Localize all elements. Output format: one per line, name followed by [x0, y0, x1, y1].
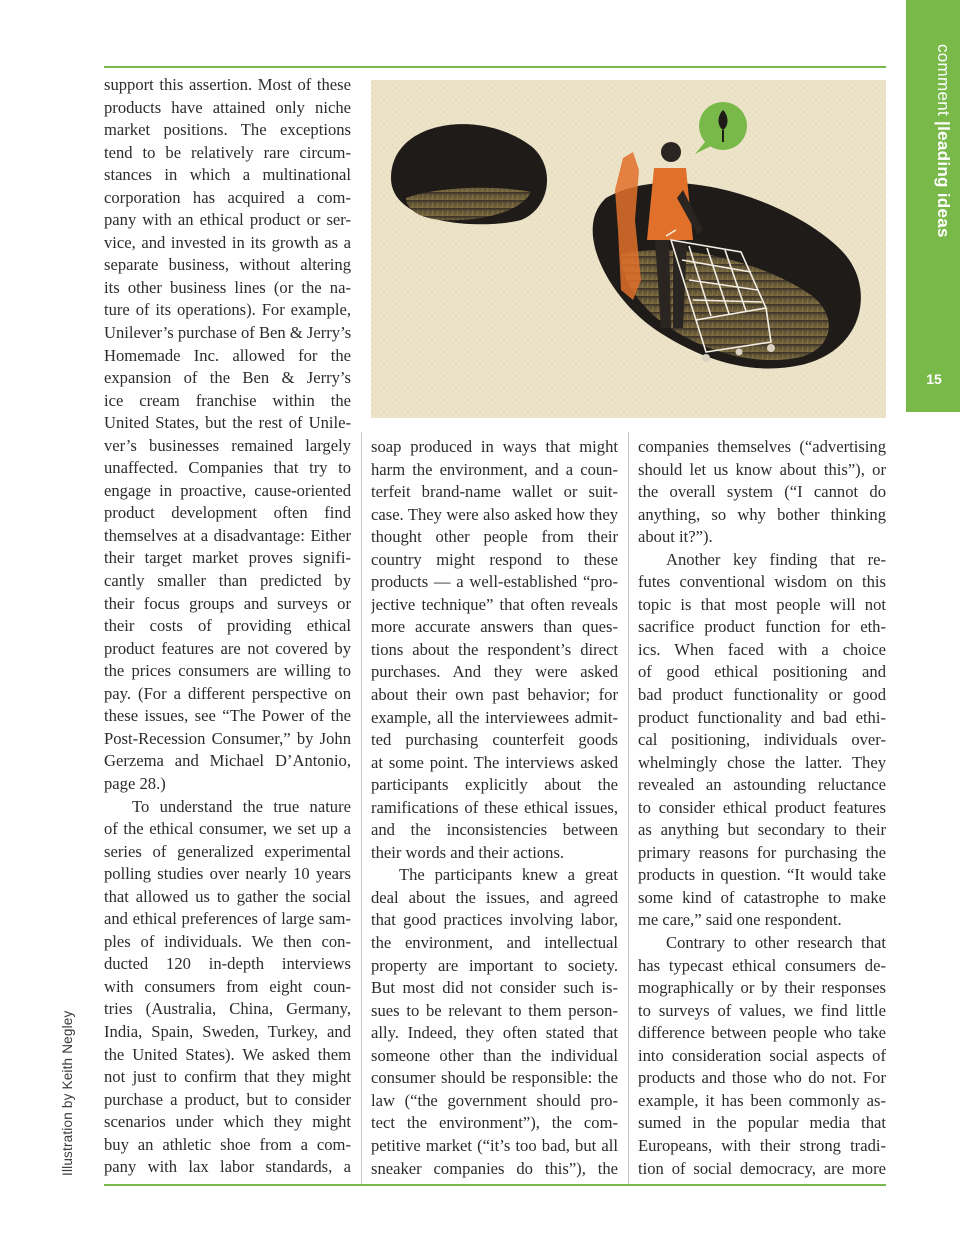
section-name: comment [934, 44, 953, 117]
text-line: pany with an ethical product or ser- [104, 210, 351, 230]
text-line: The participants knew a great [399, 865, 618, 885]
text-line: has typecast ethical consumers de- [638, 955, 886, 975]
text-line: cantly smaller than predicted by [104, 571, 351, 591]
text-line: purchase a product, but to consider [104, 1089, 351, 1109]
text-line: me care,” said one respondent. [638, 910, 842, 930]
text-line: soap produced in ways that might [371, 437, 618, 456]
text-line: unaffected. Companies that try to [104, 458, 351, 478]
text-line: tions about the respondent’s direct [371, 639, 618, 659]
paragraph [638, 436, 886, 549]
text-line: product development often find [104, 503, 351, 523]
text-line: with consumers from eight coun- [104, 976, 351, 996]
text-line: Homemade Inc. allowed for the [104, 345, 351, 365]
text-line: themselves at a disadvantage: Either [104, 525, 351, 545]
text-column-3 [638, 436, 886, 1180]
text-line: purchases. And they were asked [371, 662, 618, 682]
text-line: page 28.) [104, 773, 166, 793]
text-line: terfeit brand-name wallet or suit- [371, 482, 618, 502]
text-line: their focus groups and surveys or [104, 593, 351, 613]
text-line: of good ethical positioning and [638, 662, 886, 682]
text-line: product functionality and bad ethi- [638, 707, 886, 727]
text-line: country might respond to these [371, 549, 618, 569]
text-line: market positions. The exceptions [104, 120, 351, 140]
text-line: Post-Recession Consumer,” by John [104, 728, 351, 748]
text-line: scenarios under which they might [104, 1112, 351, 1132]
text-line: the environment, and intellectual [371, 933, 618, 953]
paragraph [638, 932, 886, 1180]
text-line: ducted 120 in-depth interviews [104, 954, 351, 974]
text-line: to surveys of values, we find little [638, 1000, 886, 1020]
text-line: of the ethical consumer, we set up a [104, 819, 351, 839]
text-line: topic is that most people will not [638, 594, 886, 614]
text-line: their target market proves signifi- [104, 548, 351, 568]
text-line: thought other people from their [371, 527, 618, 547]
text-line: into consideration social aspects of [638, 1045, 886, 1065]
text-line: as anything but secondary to their [638, 820, 886, 840]
footprint-shopper-cart-illustration [371, 80, 886, 418]
text-line: someone other than the individual [371, 1045, 618, 1065]
text-line: about it?”). [638, 527, 713, 547]
text-line: pay. (For a different perspective on [104, 683, 351, 703]
text-line: the overall system (“I cannot do [638, 482, 886, 502]
text-line: India, Spain, Sweden, Turkey, and [104, 1021, 351, 1041]
page-number: 15 [926, 371, 942, 387]
text-line: Europeans, with their strong tradi- [638, 1135, 886, 1155]
text-line: Gerzema and Michael D’Antonio, [104, 751, 351, 771]
top-rule [104, 66, 886, 68]
text-line: corporation has acquired a com- [104, 187, 351, 207]
text-line: and the inconsistencies between [371, 820, 618, 840]
text-line: cal positioning, individuals over- [638, 730, 886, 750]
text-line: United States, but the rest of Unile- [104, 413, 351, 433]
text-line: But most did not consider such is- [371, 978, 618, 998]
section-label [933, 44, 953, 238]
text-line: not just to confirm that they might [104, 1067, 351, 1087]
text-line: sues to be relevant to them person- [371, 1000, 618, 1020]
paragraph [371, 864, 618, 1180]
text-line: ramifications of these ethical issues, [371, 797, 618, 817]
text-line: harm the environment, and a coun- [371, 459, 618, 479]
text-line: support this assertion. Most of these [104, 75, 351, 94]
paragraph [104, 74, 351, 796]
text-line: engage in proactive, cause-oriented [104, 480, 351, 500]
text-line: vice, and invested in its growth as a [104, 232, 351, 252]
shopper-head [661, 142, 681, 162]
text-line: at some point. The interviews asked [371, 752, 618, 772]
text-line: their words and their actions. [371, 842, 565, 862]
text-line: example, all the interviewees admit- [371, 707, 618, 727]
text-line: ture of its operations). For example, [104, 300, 351, 320]
paragraph [371, 436, 618, 864]
text-line: participants explicitly about the [371, 775, 618, 795]
section-title: leading ideas [934, 126, 953, 238]
text-line: separate business, without altering [104, 255, 351, 275]
text-line: To understand the true nature [132, 796, 351, 816]
text-line: tion of social democracy, are more [638, 1158, 886, 1178]
text-line: ver’s businesses remained largely [104, 435, 351, 455]
text-line: whelmingly chose the latter. They [638, 752, 886, 772]
paragraph [638, 549, 886, 932]
text-line: sacrifice product function for eth- [638, 617, 886, 637]
text-line: to consider ethical product features [638, 797, 886, 817]
text-line: tend to be relatively rare circum- [104, 142, 351, 162]
text-line: about their own past behavior; for [371, 685, 618, 705]
text-line: expansion of the Ben & Jerry’s [104, 368, 351, 388]
text-line: case. They were also asked how they [371, 504, 618, 524]
text-line: law (“the government should pro- [371, 1090, 618, 1110]
text-line: polling studies over nearly 10 years [104, 864, 351, 884]
text-line: products in question. “It would take [638, 865, 886, 885]
text-line: ally. Indeed, they often stated that [371, 1023, 618, 1043]
text-line: some kind of catastrophe to make [638, 887, 886, 907]
illustration-credit: Illustration by Keith Negley [60, 1010, 75, 1176]
text-line: these issues, see “The Power of the [104, 706, 351, 726]
text-line: ted purchasing counterfeit goods [371, 730, 618, 750]
column-divider [361, 432, 362, 1184]
text-line: example, it has been commonly as- [638, 1090, 886, 1110]
bottom-rule [104, 1184, 886, 1186]
section-separator: | [934, 121, 953, 127]
text-line: Another key finding that re- [666, 549, 886, 569]
text-line: buy an athletic shoe from a com- [104, 1134, 351, 1154]
text-line: its other business lines (or the na- [104, 277, 351, 297]
text-line: products and those who do not. For [638, 1068, 886, 1088]
text-line: anything, so why bother thinking [638, 504, 886, 524]
text-line: primary reasons for purchasing the [638, 842, 886, 862]
text-line: property are important to society. [371, 955, 618, 975]
text-line: mographically or by their responses [638, 978, 886, 998]
text-line: Contrary to other research that [666, 933, 886, 953]
text-line: and ethical preferences of large sam- [104, 909, 351, 929]
text-line: bad product functionality or good [638, 685, 886, 705]
text-line: the prices consumers are willing to [104, 661, 351, 681]
text-line: should let us know about this”), or [638, 459, 886, 479]
text-line: difference between people who take [638, 1023, 886, 1043]
text-line: stances in which a multinational [104, 165, 351, 185]
text-line: products — a well-established “pro- [371, 572, 618, 592]
column-divider [628, 432, 629, 1184]
text-line: the United States). We asked them [104, 1044, 351, 1064]
text-line: sneaker companies do this”), the [371, 1158, 618, 1178]
text-line: consumer should be responsible: the [371, 1068, 618, 1088]
text-line: sumed in the popular media that [638, 1113, 886, 1133]
text-line: that good practices involving labor, [371, 910, 618, 930]
text-line: that allowed us to gather the social [104, 886, 351, 906]
text-line: petitive market (“it’s too bad, but all [371, 1135, 618, 1155]
text-line: more accurate answers than ques- [371, 617, 618, 637]
text-line: Unilever’s purchase of Ben & Jerry’s [104, 323, 351, 343]
text-line: futes conventional wisdom on this [638, 572, 886, 592]
text-column-1 [104, 74, 351, 1179]
text-line: ics. When faced with a choice [638, 639, 886, 659]
text-line: pany with lax labor standards, a [104, 1157, 351, 1177]
text-line: ples of individuals. We then con- [104, 931, 351, 951]
article-illustration [371, 80, 886, 418]
text-line: series of generalized experimental [104, 841, 351, 861]
text-line: their costs of providing ethical [104, 616, 351, 636]
text-line: products have attained only niche [104, 97, 351, 117]
text-line: deal about the issues, and agreed [371, 887, 618, 907]
text-line: jective technique” that often reveals [371, 594, 618, 614]
text-line: ice cream franchise within the [104, 390, 351, 410]
text-line: revealed an astounding reluctance [638, 775, 886, 795]
text-line: product features are not covered by [104, 638, 351, 658]
text-line: companies themselves (“advertising [638, 437, 886, 456]
paragraph [104, 796, 351, 1179]
text-column-2 [371, 436, 618, 1180]
text-line: tries (Australia, China, Germany, [104, 999, 351, 1019]
text-line: tect the environment”), the com- [371, 1113, 618, 1133]
